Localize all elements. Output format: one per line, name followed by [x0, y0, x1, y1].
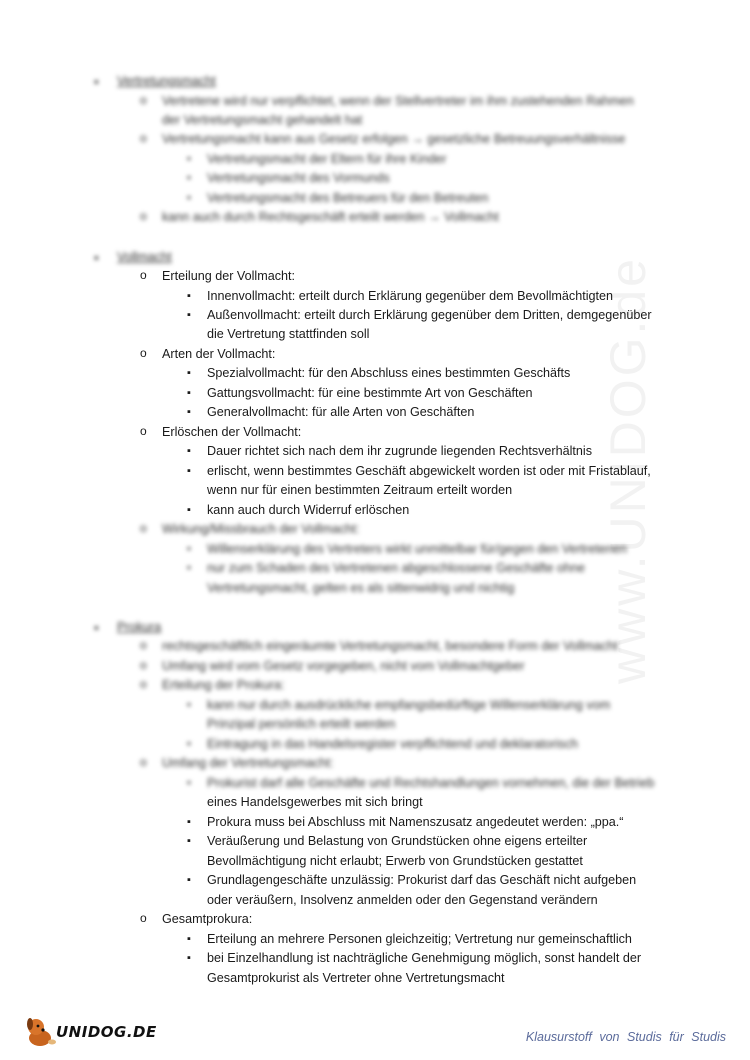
- list-item: o Umfang wird vom Gesetz vorgegeben, nicht vom Vollmachtgeber: [162, 657, 525, 677]
- list-item: ▪ Dauer richtet sich nach dem ihr zugrunde liegenden Rechtsverhältnis: [207, 442, 592, 462]
- list-item: o Vertretungsmacht kann aus Gesetz erfolgen → gesetzliche Betreuungsverhältnisse: [162, 130, 625, 150]
- list-item: ▪ Vertretungsmacht des Betreuers für den Betreuten: [207, 189, 488, 209]
- unidog-logo: [22, 1012, 157, 1052]
- list-item: ▪ Innenvollmacht: erteilt durch Erklärung gegenüber dem Bevollmächtigten: [207, 287, 613, 307]
- list-item: ▪ bei Einzelhandlung ist nachträgliche Genehmigung möglich, sonst handelt der: [207, 949, 641, 969]
- list-item: o Gesamtprokura:: [162, 910, 252, 930]
- logo-text: UNIDOG.DE: [56, 1023, 157, 1041]
- list-item: ▪ Willenserklärung des Vertreters wirkt unmittelbar für/gegen den Vertretenen: [207, 540, 627, 560]
- list-item: ▪ Veräußerung und Belastung von Grundstücken ohne eigens erteilter: [207, 832, 587, 852]
- document-page: www.UNIDOG.de ▪ Vertretungsmacht o Vertretene wird nur verpflichtet, wenn der Stellvertreter im ihm zustehenden Rahmen der Vertretungsmacht gehandelt hat o Vertretungsmacht kann aus Gesetz erfolgen → gesetzliche Betreuungsverhältnisse ▪ Vertretungsmacht der Eltern für ihre Kinder ▪ Vertretungsmacht des Vormunds ▪ Vertretungsmacht des Betreuers für den Betreuten o kann auch durch Rechtsgeschäft erteilt werden → Vollmacht ▪ Vollmacht o Erteilung der Vollmacht: ▪ Innenvollmacht: erteilt durch Erklärung gegenüber dem Bevollmächtigten ▪ Außenvollmacht: erteilt durch Erklärung gegenüber dem Dritten, demgegenüber die Vertretung stattfinden soll o Arten der Vollmacht: ▪ Spezialvollmacht: für den Abschluss eines bestimmten Geschäfts ▪ Gattungsvollmacht: für eine bestimmte Art von Geschäften ▪ Generalvollmacht: für alle Arten von Geschäften o Erlöschen der Vollmacht: ▪ Dauer richtet sich nach dem ihr zugrunde liegenden Rechtsverhältnis ▪ erlischt, wenn bestimmtes Geschäft abgewickelt worden ist oder mit Fristablauf, wenn nur für einen bestimmten Zeitraum erteilt worden ▪ kann auch durch Widerruf erlöschen o Wirkung/Missbrauch der Vollmacht: ▪ Willenserklärung des Vertreters wirkt unmittelbar für/gegen den Vertretenen ▪ nur zum Schaden des Vertretenen abgeschlossene Geschäfte ohne Vertretungsmacht, gelten es als sittenwidrig und nichtig ▪ Prokura o rechtsgeschäftlich eingeräumte Vertretungsmacht, besondere Form der Vollmacht o Umfang wird vom Gesetz vorgegeben, nicht vom Vollmachtgeber o Erteilung der Prokura: ▪ kann nur durch ausdrückliche empfangsbedürftige Willenserklärung vom Prinzipal persönlich erteilt werden ▪ Eintragung in das Handelsregister verpflichtend und deklaratorisch o Umfang der Vertretungsmacht: ▪ Prokurist darf alle Geschäfte und Rechtshandlungen vornehmen, die der Betrieb eines Handelsgewerbes mit sich bringt ▪ Prokura muss bei Abschluss mit Namenszusatz angedeutet werden: „ppa.“ ▪ Veräußerung und Belastung von Grundstücken ohne eigens erteilter Bevollmächtigung nicht erlaubt; Erwerb von Grundstücken gestattet ▪ Grundlagengeschäfte unzulässig: Prokurist darf das Geschäft nicht aufgeben oder veräußern, Insolvenz anmelden oder den Gegenstand verändern o Gesamtprokura: ▪ Erteilung an mehrere Personen gleichzeitig; Vertretung nur gemeinschaftlich ▪ bei Einzelhandlung ist nachträgliche Genehmigung möglich, sonst handelt der Gesamtprokurist als Vertreter ohne Vertretungsmacht UNIDOG.DE Klausurstoff von Studis für Studis: [0, 0, 750, 1060]
- list-item: o Umfang der Vertretungsmacht:: [162, 754, 334, 774]
- list-item: ▪ Außenvollmacht: erteilt durch Erklärung gegenüber dem Dritten, demgegenüber: [207, 306, 652, 326]
- list-item: o Erteilung der Vollmacht:: [162, 267, 295, 287]
- list-item: o kann auch durch Rechtsgeschäft erteilt werden → Vollmacht: [162, 208, 499, 228]
- list-item-continuation: Gesamtprokurist als Vertreter ohne Vertretungsmacht: [207, 971, 505, 985]
- list-item: o Erteilung der Prokura:: [162, 676, 285, 696]
- list-item-continuation: Prinzipal persönlich erteilt werden: [207, 717, 396, 731]
- list-item: ▪ kann nur durch ausdrückliche empfangsbedürftige Willenserklärung vom: [207, 696, 610, 716]
- list-item: o rechtsgeschäftlich eingeräumte Vertretungsmacht, besondere Form der Vollmacht: [162, 637, 618, 657]
- list-item: ▪ Vertretungsmacht des Vormunds: [207, 169, 390, 189]
- section-heading: ▪ Vertretungsmacht: [117, 72, 216, 92]
- list-item-continuation: Bevollmächtigung nicht erlaubt; Erwerb von Grundstücken gestattet: [207, 854, 583, 868]
- footer-tagline: Klausurstoff von Studis für Studis: [525, 1030, 726, 1044]
- list-item: o Arten der Vollmacht:: [162, 345, 275, 365]
- list-item: o Vertretene wird nur verpflichtet, wenn der Stellvertreter im ihm zustehenden Rahmen: [162, 92, 634, 112]
- list-item-continuation: wenn nur für einen bestimmten Zeitraum erteilt worden: [207, 483, 513, 497]
- list-item: ▪ Erteilung an mehrere Personen gleichzeitig; Vertretung nur gemeinschaftlich: [207, 930, 632, 950]
- list-item: ▪ Prokurist darf alle Geschäfte und Rechtshandlungen vornehmen, die der Betrieb: [207, 774, 654, 794]
- list-item: ▪ nur zum Schaden des Vertretenen abgeschlossene Geschäfte ohne: [207, 559, 585, 579]
- list-item-continuation: eines Handelsgewerbes mit sich bringt: [207, 795, 423, 809]
- section-heading: ▪ Vollmacht: [117, 248, 172, 268]
- list-item-continuation: die Vertretung stattfinden soll: [207, 327, 370, 341]
- list-item-continuation: der Vertretungsmacht gehandelt hat: [162, 113, 363, 127]
- list-item: ▪ Generalvollmacht: für alle Arten von Geschäften: [207, 403, 474, 423]
- section-heading: ▪ Prokura: [117, 618, 161, 638]
- list-item: ▪ Prokura muss bei Abschluss mit Namenszusatz angedeutet werden: „ppa.“: [207, 813, 624, 833]
- list-item: ▪ Spezialvollmacht: für den Abschluss eines bestimmten Geschäfts: [207, 364, 570, 384]
- list-item-continuation: Vertretungsmacht, gelten es als sittenwidrig und nichtig: [207, 581, 515, 595]
- list-item: ▪ kann auch durch Widerruf erlöschen: [207, 501, 409, 521]
- list-item-continuation: oder veräußern, Insolvenz anmelden oder den Gegenstand verändern: [207, 893, 598, 907]
- list-item: ▪ Grundlagengeschäfte unzulässig: Prokurist darf das Geschäft nicht aufgeben: [207, 871, 636, 891]
- list-item: ▪ Gattungsvollmacht: für eine bestimmte Art von Geschäften: [207, 384, 533, 404]
- list-item: ▪ erlischt, wenn bestimmtes Geschäft abgewickelt worden ist oder mit Fristablauf,: [207, 462, 651, 482]
- list-item: ▪ Vertretungsmacht der Eltern für ihre Kinder: [207, 150, 446, 170]
- list-item: o Erlöschen der Vollmacht:: [162, 423, 301, 443]
- list-item: o Wirkung/Missbrauch der Vollmacht:: [162, 520, 359, 540]
- list-item: ▪ Eintragung in das Handelsregister verpflichtend und deklaratorisch: [207, 735, 578, 755]
